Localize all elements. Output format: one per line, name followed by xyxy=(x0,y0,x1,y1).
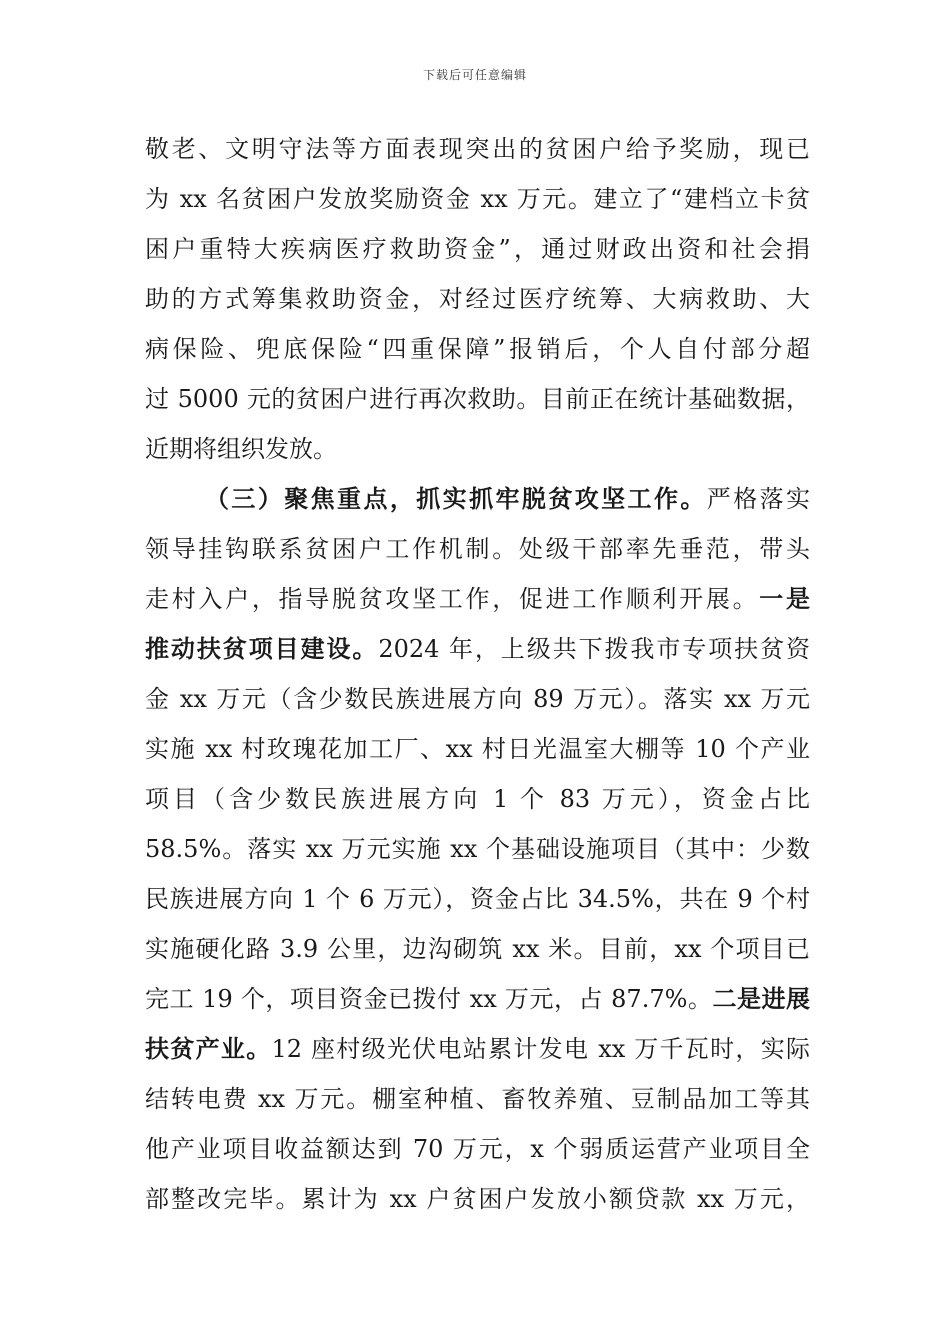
text-line: 助的方式筹集救助资金，对经过医疗统筹、大病救助、大 xyxy=(145,285,810,313)
text-line: 实施硬化路 3.9 公里，边沟砌筑 xx 米。目前，xx 个项目已 xyxy=(145,935,810,963)
text-line: 他产业项目收益额达到 70 万元，x 个弱质运营产业项目全 xyxy=(145,1135,810,1163)
document-body xyxy=(145,124,810,1224)
text-line xyxy=(145,624,810,674)
bold-run: 一是 xyxy=(759,584,811,613)
text-line: 敬老、文明守法等方面表现突出的贫困户给予奖励，现已 xyxy=(145,135,810,163)
text-line: 困户重特大疾病医疗救助资金”，通过财政出资和社会捐 xyxy=(145,235,810,263)
text-line: 过 5000 元的贫困户进行再次救助。目前正在统计基础数据， xyxy=(145,385,810,413)
text-line: 为 xx 名贫困户发放奖励资金 xx 万元。建立了“建档立卡贫 xyxy=(145,185,810,213)
text-run: 2024 年，上级共下拨我市专项扶贫资 xyxy=(378,635,810,663)
paragraph-1 xyxy=(145,124,810,474)
text-line: 领导挂钩联系贫困户工作机制。处级干部率先垂范，带头 xyxy=(145,535,810,563)
bold-run: 扶贫产业。 xyxy=(145,1034,272,1063)
text-line: 民族进展方向 1 个 6 万元），资金占比 34.5%，共在 9 个村 xyxy=(145,885,810,913)
text-line: 实施 xx 村玫瑰花加工厂、xx 村日光温室大棚等 10 个产业 xyxy=(145,735,810,763)
text-line: 病保险、兜底保险“四重保障”报销后，个人自付部分超 xyxy=(145,335,810,363)
text-run: 严格落实 xyxy=(706,485,811,513)
bold-run: 二是进展 xyxy=(712,984,810,1013)
text-line: 近期将组织发放。 xyxy=(145,435,337,463)
text-line xyxy=(145,574,810,624)
text-line: 58.5%。落实 xx 万元实施 xx 个基础设施项目（其中：少数 xyxy=(145,835,810,863)
text-line xyxy=(145,1024,810,1074)
bold-run: 推动扶贫项目建设。 xyxy=(145,634,379,663)
text-line: 结转电费 xx 万元。棚室种植、畜牧养殖、豆制品加工等其 xyxy=(145,1085,810,1113)
text-run: 完工 19 个，项目资金已拨付 xx 万元，占 87.7%。 xyxy=(145,985,713,1013)
text-line: 部整改完毕。累计为 xx 户贫困户发放小额贷款 xx 万元， xyxy=(145,1185,810,1213)
text-line: 项目（含少数民族进展方向 1 个 83 万元），资金占比 xyxy=(145,785,810,813)
text-line xyxy=(145,974,810,1024)
text-run: 走村入户，指导脱贫攻坚工作，促进工作顺利开展。 xyxy=(145,585,760,613)
paragraph-2 xyxy=(145,474,810,1224)
text-run: 12 座村级光伏电站累计发电 xx 万千瓦时，实际 xyxy=(271,1035,810,1063)
section-heading: （三）聚焦重点，抓实抓牢脱贫攻坚工作。 xyxy=(205,484,707,513)
text-line xyxy=(145,474,810,524)
page-header-note: 下载后可任意编辑 xyxy=(422,68,527,82)
text-line: 金 xx 万元（含少数民族进展方向 89 万元）。落实 xx 万元 xyxy=(145,685,810,713)
